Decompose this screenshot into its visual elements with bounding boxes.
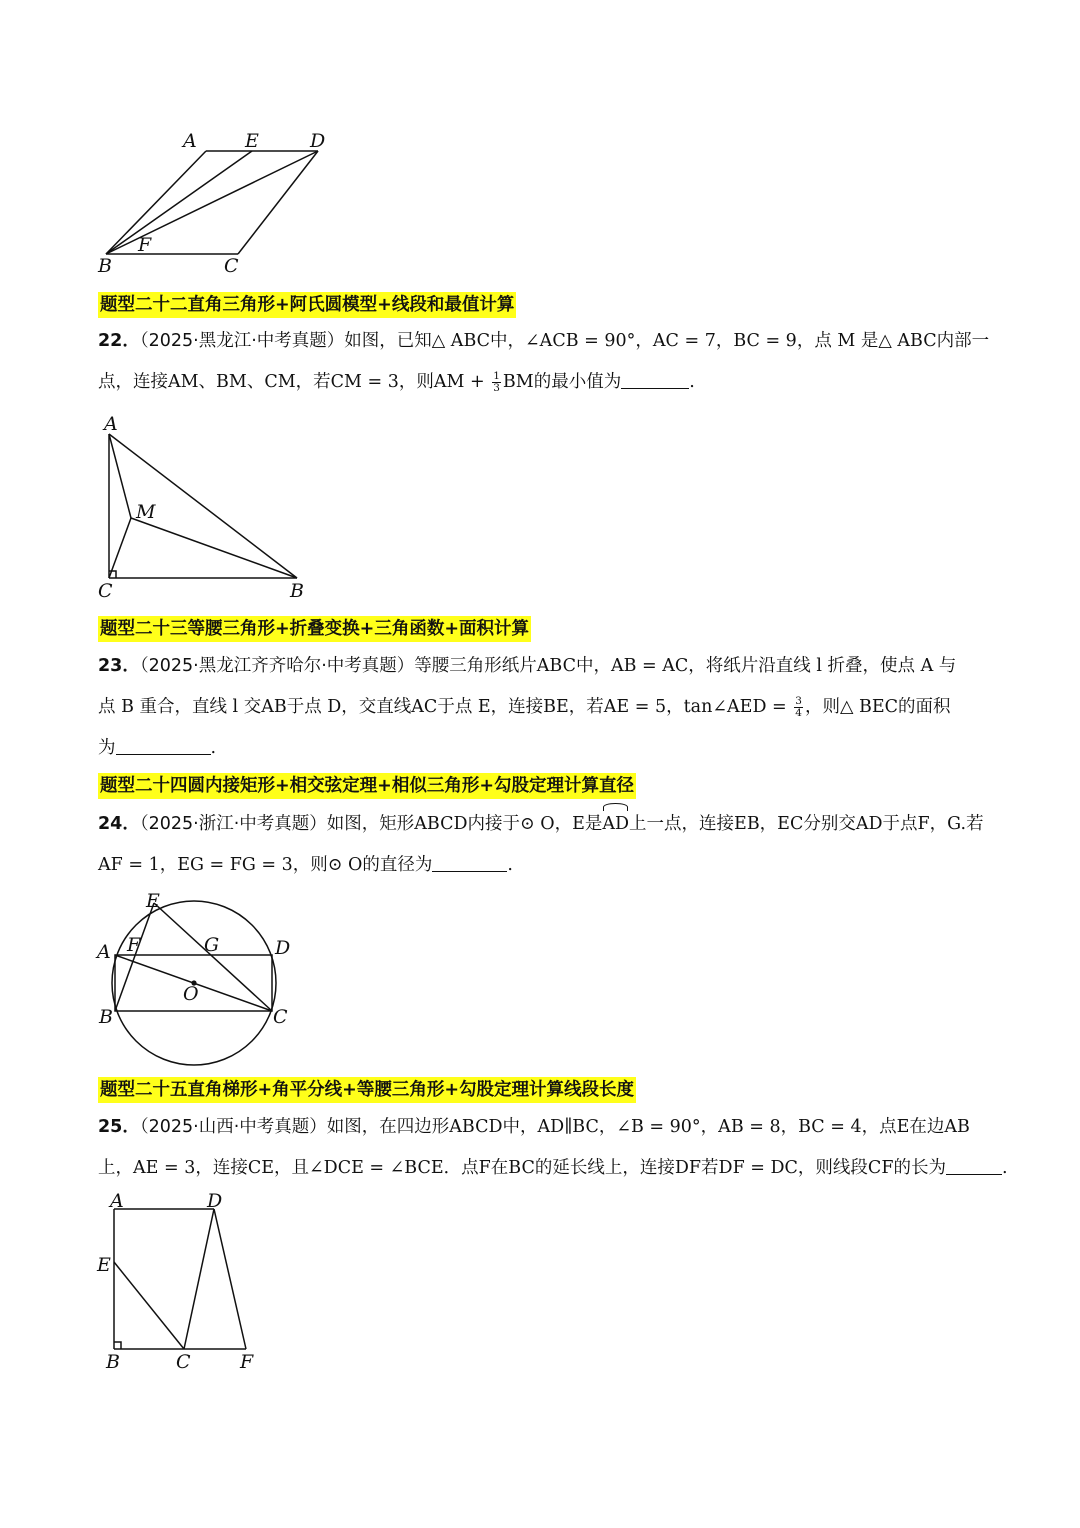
label-A: A — [104, 413, 118, 435]
label-B: B — [106, 1351, 120, 1373]
label-B: B — [98, 255, 112, 277]
parallelogram-figure — [90, 125, 350, 285]
problem-25: 25．（2025·山西·中考真题）如图，在四边形ABCD中，AD∥BC，∠B = 90°，AB = 8，BC = 4，点E在边AB 上，AE = 3，连接CE，且∠DCE = ∠BCE．点F在BC的延长线上，连接DF若DF = DC，则线段CF的长为 . — [98, 1117, 1008, 1178]
problem-text-line2: AF = 1，EG = FG = 3，则⊙ O的直径为 — [98, 855, 433, 875]
label-E: E — [146, 890, 160, 912]
label-F: F — [127, 934, 141, 956]
problem-text-line2: 上，AE = 3，连接CE，且∠DCE = ∠BCE．点F在BC的延长线上，连接DF若DF = DC，则线段CF的长为 — [98, 1158, 946, 1178]
label-A: A — [110, 1190, 124, 1212]
section-heading-24: 题型二十四圆内接矩形+相交弦定理+相似三角形+勾股定理计算直径 — [98, 773, 636, 799]
answer-blank[interactable] — [946, 1155, 1002, 1175]
section-heading-22: 题型二十二直角三角形+阿氏圆模型+线段和最值计算 — [98, 292, 516, 318]
problem-number: 22． — [98, 331, 140, 351]
label-C: C — [98, 580, 113, 602]
problem-source: （2025·黑龙江齐齐哈尔·中考真题） — [139, 656, 415, 676]
problem-number: 24． — [98, 814, 140, 834]
label-B: B — [290, 580, 304, 602]
arc-AD: AD — [602, 804, 629, 845]
label-F: F — [240, 1351, 254, 1373]
right-trapezoid-figure — [90, 1185, 270, 1380]
problem-text-line1b: 上一点，连接EB，EC分别交AD于点F，G.若 — [629, 814, 984, 834]
fraction-one-third: $\frac{1}{3}$ — [493, 370, 500, 394]
label-G: G — [204, 934, 220, 956]
problem-22: 22．（2025·黑龙江·中考真题）如图，已知△ ABC中，∠ACB = 90°，AC = 7，BC = 9，点 M 是△ ABC内部一 点，连接AM、BM、CM，若CM = 3，则AM + $\frac{1}{3}$ BM的最小值为 . — [98, 331, 990, 394]
label-O: O — [183, 983, 199, 1005]
answer-blank[interactable] — [432, 852, 507, 872]
problem-source: （2025·黑龙江·中考真题） — [139, 331, 345, 351]
problem-text-line2a: 点，连接AM、BM、CM，若CM = 3，则AM + — [98, 372, 491, 392]
label-M: M — [136, 501, 156, 523]
label-E: E — [97, 1254, 111, 1276]
problem-text-line1: 等腰三角形纸片ABC中，AB = AC，将纸片沿直线 l 折叠，使点 A 与 — [414, 656, 957, 676]
label-A: A — [183, 130, 197, 152]
section-heading-23: 题型二十三等腰三角形+折叠变换+三角函数+面积计算 — [98, 616, 531, 642]
inscribed-rectangle-figure — [90, 885, 305, 1070]
label-B: B — [99, 1006, 113, 1028]
label-D: D — [207, 1190, 223, 1212]
label-E: E — [245, 130, 259, 152]
label-C: C — [273, 1006, 288, 1028]
right-triangle-figure — [90, 410, 320, 605]
problem-number: 23． — [98, 656, 140, 676]
problem-text-line2a: 点 B 重合，直线 l 交AB于点 D，交直线AC于点 E，连接BE，若AE = 5，tan∠AED = — [98, 697, 793, 717]
label-D: D — [310, 130, 326, 152]
problem-number: 25． — [98, 1117, 140, 1137]
problem-source: （2025·山西·中考真题） — [139, 1117, 327, 1137]
problem-source: （2025·浙江·中考真题） — [139, 814, 327, 834]
answer-blank[interactable] — [116, 735, 211, 755]
label-C: C — [224, 255, 239, 277]
problem-24: 24．（2025·浙江·中考真题）如图，矩形ABCD内接于⊙ O，E是AD上一点，连接EB，EC分别交AD于点F，G.若 AF = 1，EG = FG = 3，则⊙ O的直径为 . — [98, 804, 988, 886]
problem-text-line1: 如图，在四边形ABCD中，AD∥BC，∠B = 90°，AB = 8，BC = 4，点E在边AB — [326, 1117, 970, 1137]
problem-text-line3: 为 — [98, 738, 116, 758]
answer-blank[interactable] — [621, 369, 689, 389]
label-D: D — [275, 937, 291, 959]
label-F: F — [138, 234, 152, 256]
label-A: A — [97, 941, 111, 963]
problem-text-line1: 如图，已知△ ABC中，∠ACB = 90°，AC = 7，BC = 9，点 M 是△ ABC内部一 — [344, 331, 990, 351]
problem-text-line2b: BM的最小值为 — [502, 372, 622, 392]
problem-text-line1a: 如图，矩形ABCD内接于⊙ O，E是 — [326, 814, 603, 834]
section-heading-25: 题型二十五直角梯形+角平分线+等腰三角形+勾股定理计算线段长度 — [98, 1077, 636, 1103]
problem-text-line2b: ，则△ BEC的面积 — [804, 697, 951, 717]
label-C: C — [176, 1351, 191, 1373]
problem-23: 23．（2025·黑龙江齐齐哈尔·中考真题）等腰三角形纸片ABC中，AB = AC，将纸片沿直线 l 折叠，使点 A 与 点 B 重合，直线 l 交AB于点 D，交直线AC于点 E，连接BE，若AE = 5，tan∠AED = $\frac{3}{4}$ ，则△ BEC的面积 为 . — [98, 656, 957, 758]
fraction-three-fourths: $\frac{3}{4}$ — [795, 695, 802, 719]
